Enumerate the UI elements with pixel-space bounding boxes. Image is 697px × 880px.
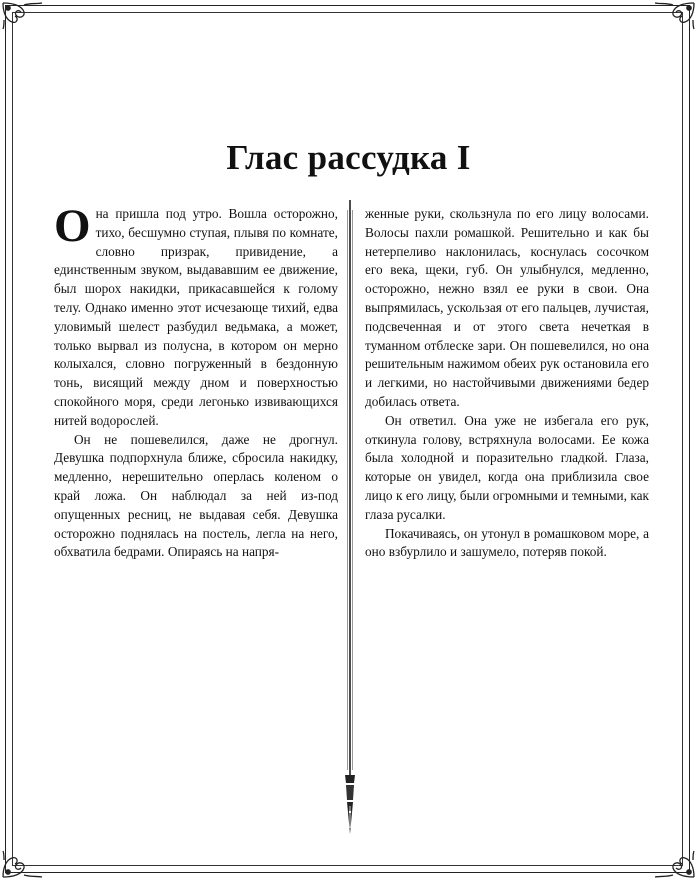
corner-flourish-icon — [0, 0, 44, 30]
drop-cap: О — [54, 200, 91, 252]
text-column-right — [365, 205, 649, 562]
corner-flourish-icon — [653, 0, 697, 30]
corner-flourish-icon — [653, 850, 697, 880]
paragraph: женные руки, скользнула по его лицу волосами. Волосы пахли ромашкой. Решительно и как бы нетерпеливо наклонилась, коснулась сосочком его века, щеки, губ. Он улыбнулся, медленно, осторожно, нежно взял ее руки в свои. Она выпрямилась, ускользая от его пальцев, лучистая, подсвеченная и от этого света нечеткая в туманном отблеске зари. Он пошевелился, но она решительным нажимом обеих рук остановила его и легкими, но настойчивыми движениями бедер добилась ответа. — [365, 206, 649, 409]
text-column-left — [54, 200, 338, 562]
fountain-pen-icon — [343, 200, 357, 836]
paragraph: Он не пошевелился, даже не дрогнул. Девушка подпорхнула ближе, сбросила накидку, медленно, нерешительно оперлась коленом о край ложа. Он наблюдал за ней из-под опущенных ресниц, не выдавая себя. Девушка осторожно поднялась на постель, легла на него, обхватила бедрами. Опираясь на напря- — [54, 431, 338, 560]
paragraph: Она пришла под утро. Вошла осторожно, тихо, бесшумно ступая, плывя по комнате, словно призрак, привидение, а единственным звуком, выдававшим ее движение, был шорох накидки, прикасавшейся к голому телу. Однако именно этот исчезающе тихий, едва уловимый шелест разбудил ведьмака, а может, только вырвал из полусна, в котором он мерно колыхался, словно погруженный в бездонную тонь, висящий между дном и поверхностью спокойного моря, среди легонько извивающихся нитей водорослей. — [54, 200, 338, 428]
paragraph: Он ответил. Она уже не избегала его рук, откинула голову, встряхнула волосами. Ее кожа была холодной и поразительно гладкой. Глаза, которые он увидел, когда она приблизила свое лицо к его лицу, были огромными и темными, как глаза русалки. — [365, 412, 649, 522]
corner-flourish-icon — [0, 850, 44, 880]
paragraph: Покачиваясь, он утонул в ромашковом море, а оно взбурлило и зашумело, потеряв покой. — [365, 525, 649, 560]
page-title: Глас рассудка I — [226, 138, 471, 177]
